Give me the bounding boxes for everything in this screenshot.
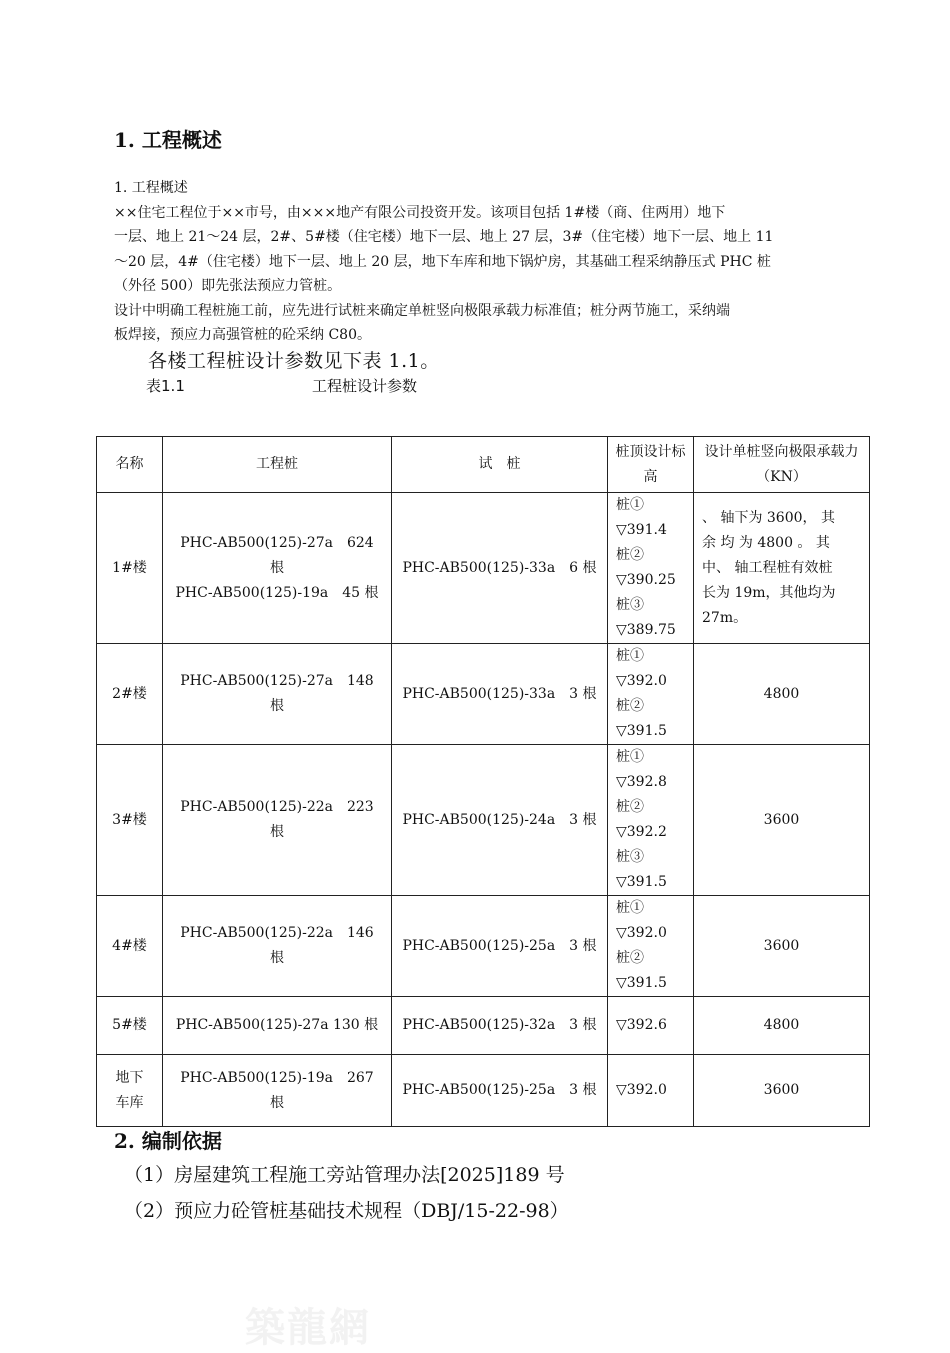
cell-top-elevation-line: ▽391.4 — [616, 522, 667, 538]
cell-top-elevation-line: ▽392.8 — [616, 774, 667, 790]
cell-top-elevation — [608, 1055, 694, 1127]
cell-top-elevation-line: 桩② — [616, 799, 644, 815]
pile-parameter-table — [96, 436, 870, 1127]
cell-top-elevation-line: ▽389.75 — [616, 622, 676, 638]
cell-name-line: 1#楼 — [112, 559, 147, 576]
cell-capacity-line: 3600 — [763, 937, 800, 954]
cell-top-elevation-line: 桩① — [616, 749, 644, 765]
cell-test-pile-line: PHC-AB500(125)-24a 3 根 — [402, 811, 597, 828]
cell-pile — [163, 745, 392, 896]
cell-top-elevation-line: 桩① — [616, 900, 644, 916]
cell-pile-line: 根 — [270, 950, 284, 966]
header-capacity: 设计单桩竖向极限承载力（KN） — [694, 437, 870, 493]
cell-name — [97, 493, 163, 644]
overview-para1-line4: （外径 500）即先张法预应力管桩。 — [114, 278, 342, 294]
cell-pile-line: PHC-AB500(125)-27a 148 — [180, 673, 374, 689]
cell-pile-line: PHC-AB500(125)-27a 624 — [180, 534, 374, 551]
cell-test-pile-line: PHC-AB500(125)-32a 3 根 — [402, 1017, 597, 1033]
cell-pile — [163, 896, 392, 997]
cell-test-pile — [392, 1055, 608, 1127]
overview-text — [114, 176, 864, 348]
cell-test-pile — [392, 644, 608, 745]
cell-top-elevation-line: ▽392.0 — [616, 1082, 667, 1098]
cell-pile-line: PHC-AB500(125)-27a 130 根 — [175, 1017, 379, 1033]
overview-para1-line3: ～20 层，4#（住宅楼）地下一层、地上 20 层，地下车库和地下锅炉房，其基础工程采纳静压式 PHC 桩 — [114, 253, 771, 270]
cell-top-elevation — [608, 745, 694, 896]
cell-test-pile — [392, 745, 608, 896]
cell-name — [97, 997, 163, 1055]
table-row — [97, 493, 870, 644]
cell-name-line: 地下 — [115, 1069, 144, 1086]
cell-pile-line: PHC-AB500(125)-22a 223 — [180, 799, 374, 815]
basis-item-2: （2）预应力砼管桩基础技术规程（DBJ/15-22-98） — [124, 1200, 569, 1222]
cell-top-elevation-line: 桩② — [616, 547, 644, 563]
cell-name-line: 4#楼 — [112, 937, 147, 954]
cell-top-elevation — [608, 997, 694, 1055]
cell-name-line: 车库 — [115, 1094, 144, 1111]
cell-name-line: 5#楼 — [112, 1017, 147, 1033]
cell-pile-line: 根 — [270, 698, 284, 714]
table-header-row — [97, 437, 870, 493]
table-caption — [146, 375, 546, 396]
cell-top-elevation — [608, 644, 694, 745]
cell-top-elevation-line: ▽391.5 — [616, 874, 667, 890]
cell-pile-line: 根 — [270, 559, 284, 576]
cell-test-pile-line: PHC-AB500(125)-25a 3 根 — [402, 937, 597, 954]
table-row — [97, 896, 870, 997]
cell-capacity-line: 余 均 为 4800 。 其 — [702, 534, 830, 551]
cell-top-elevation-line: 桩② — [616, 950, 644, 966]
cell-top-elevation-line: 桩① — [616, 648, 644, 664]
caption-title: 工程桩设计参数 — [312, 377, 418, 395]
overview-para2-line1: 设计中明确工程桩施工前，应先进行试桩来确定单桩竖向极限承载力标准值；桩分两节施工，采纳端 — [114, 302, 730, 319]
caption-number: 1.1 — [161, 377, 185, 395]
cell-pile-line: PHC-AB500(125)-22a 146 — [180, 925, 374, 941]
cell-name-line: 2#楼 — [112, 685, 147, 702]
table-row — [97, 745, 870, 896]
basis-item-1: （1）房屋建筑工程施工旁站管理办法[2025]189 号 — [124, 1164, 565, 1186]
cell-test-pile-line: PHC-AB500(125)-25a 3 根 — [402, 1082, 597, 1098]
cell-top-elevation — [608, 493, 694, 644]
cell-pile-line: 根 — [270, 824, 284, 840]
cell-top-elevation-line: ▽392.0 — [616, 925, 667, 941]
cell-top-elevation-line: ▽391.5 — [616, 723, 667, 739]
section-heading-2: 2. 编制依据 — [114, 1129, 222, 1153]
header-name: 名称 — [97, 437, 163, 493]
overview-para1-line1: ××住宅工程位于××市号，由×××地产有限公司投资开发。该项目包括 1#楼（商、住两用）地下 — [114, 204, 726, 221]
cell-top-elevation-line: 桩③ — [616, 597, 644, 613]
cell-pile-line: PHC-AB500(125)-19a 45 根 — [175, 584, 379, 601]
cell-name — [97, 896, 163, 997]
cell-capacity-line: 4800 — [763, 685, 800, 702]
overview-para1-line2: 一层、地上 21～24 层，2#、5#楼（住宅楼）地下一层、地上 27 层，3#（住宅楼）地下一层、地上 11 — [114, 229, 774, 245]
cell-capacity-line: 3600 — [763, 811, 800, 828]
cell-top-elevation-line: 桩② — [616, 698, 644, 714]
cell-top-elevation-line: ▽392.2 — [616, 824, 667, 840]
header-test-pile: 试 桩 — [392, 437, 608, 493]
overview-para2-line2: 板焊接，预应力高强管桩的砼采纳 C80。 — [114, 327, 371, 343]
cell-top-elevation-line: ▽392.0 — [616, 673, 667, 689]
cell-pile — [163, 644, 392, 745]
cell-top-elevation-line: ▽392.6 — [616, 1017, 667, 1033]
cell-capacity-line: 、 轴下为 3600， 其 — [702, 509, 835, 526]
cell-test-pile — [392, 493, 608, 644]
cell-test-pile-line: PHC-AB500(125)-33a 3 根 — [402, 685, 597, 702]
cell-test-pile — [392, 997, 608, 1055]
cell-test-pile-line: PHC-AB500(125)-33a 6 根 — [402, 559, 597, 576]
cell-pile — [163, 997, 392, 1055]
table-row — [97, 644, 870, 745]
cell-capacity — [694, 644, 870, 745]
header-pile: 工程桩 — [163, 437, 392, 493]
watermark-logo: 築龍網 — [245, 1304, 371, 1351]
cell-capacity-line: 中、 轴工程桩有效桩 — [702, 559, 833, 576]
cell-pile — [163, 493, 392, 644]
cell-capacity-line: 3600 — [763, 1082, 800, 1098]
table-row — [97, 1055, 870, 1127]
cell-top-elevation-line: 桩③ — [616, 849, 644, 865]
cell-top-elevation-line: ▽390.25 — [616, 572, 676, 588]
cell-capacity — [694, 896, 870, 997]
cell-capacity-line: 长为 19m，其他均为 — [702, 584, 836, 601]
cell-top-elevation — [608, 896, 694, 997]
cell-name-line: 3#楼 — [112, 811, 147, 828]
section-heading-1: 1. 工程概述 — [114, 128, 222, 152]
cell-capacity — [694, 997, 870, 1055]
cell-capacity — [694, 745, 870, 896]
cell-pile — [163, 1055, 392, 1127]
cell-capacity — [694, 493, 870, 644]
cell-name — [97, 644, 163, 745]
overview-subheading: 1. 工程概述 — [114, 180, 188, 196]
cell-pile-line: 根 — [270, 1094, 284, 1111]
cell-capacity — [694, 1055, 870, 1127]
cell-pile-line: PHC-AB500(125)-19a 267 — [180, 1069, 374, 1086]
header-top-elevation: 桩顶设计标高 — [608, 437, 694, 493]
cell-test-pile — [392, 896, 608, 997]
cell-top-elevation-line: ▽391.5 — [616, 975, 667, 991]
caption-label: 表 — [146, 377, 162, 395]
cell-capacity-line: 27m。 — [702, 609, 748, 626]
table-row — [97, 997, 870, 1055]
table-intro-line: 各楼工程桩设计参数见下表 1.1。 — [148, 350, 440, 372]
cell-name — [97, 1055, 163, 1127]
cell-top-elevation-line: 桩① — [616, 497, 644, 513]
cell-name — [97, 745, 163, 896]
cell-capacity-line: 4800 — [763, 1017, 800, 1033]
